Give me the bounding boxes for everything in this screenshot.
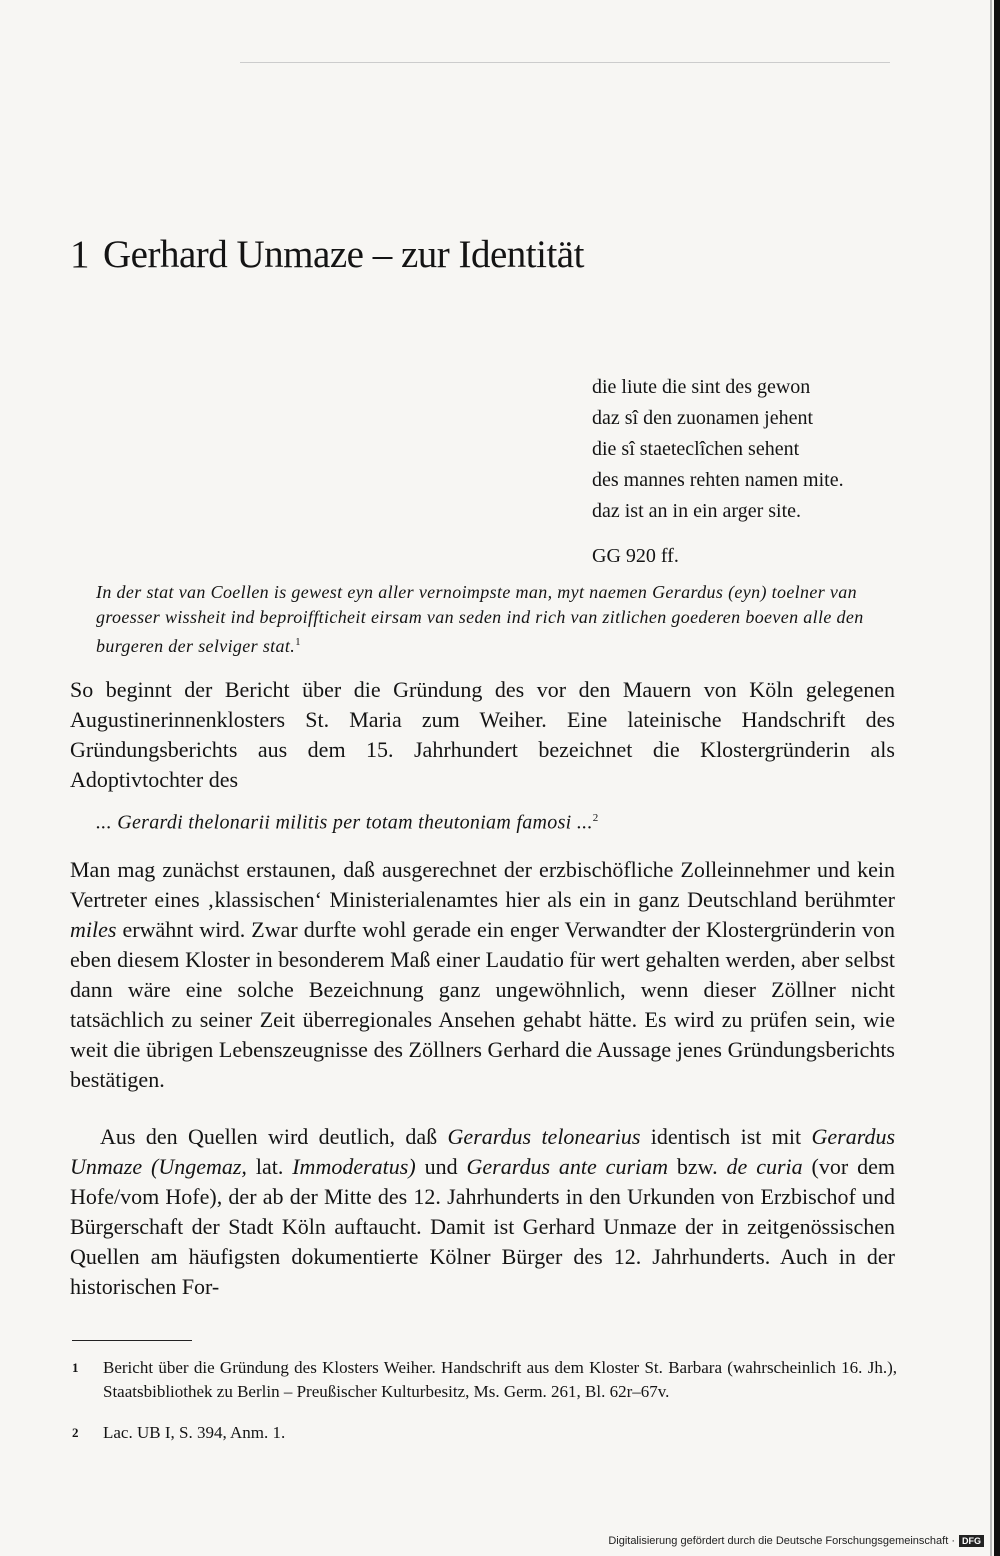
- text-run: und: [415, 1154, 467, 1179]
- block-quote: [96, 580, 882, 659]
- footnote: [72, 1421, 897, 1445]
- scan-edge-line: [990, 0, 992, 1556]
- italic-term: Gerardus Unmaze (Ungemaz,: [70, 1124, 896, 1179]
- footnote: [72, 1356, 897, 1404]
- text-run: identisch ist mit: [640, 1124, 812, 1149]
- chapter-heading: [70, 232, 584, 277]
- text-run: lat.: [246, 1154, 293, 1179]
- footnote-text: Lac. UB I, S. 394, Anm. 1.: [103, 1423, 286, 1442]
- digitization-footer: [608, 1535, 984, 1547]
- footnote-text: Bericht über die Gründung des Klosters Weiher. Handschrift aus dem Kloster St. Barbara (wahrscheinlich 16. Jh.), Staatsbibliothek zu Berlin – Preußischer Kulturbesitz, Ms. Germ. 261, Bl. 62r–67v.: [103, 1358, 897, 1401]
- text-run: erwähnt wird. Zwar durfte wohl gerade ein enger Verwandter der Klostergründerin von eben diesem Kloster in besonderem Maß einer Laudatio für wert gehalten werden, aber selbst dann wäre eine solche Bezeichnung ganz ungewöhnlich, wenn dieser Zöllner nicht tatsächlich zu seiner Zeit überregionales Ansehen gehabt hätte. Es wird zu prüfen sein, wie weit die übrigen Lebenszeugnisse des Zöllners Gerhard die Aussage jenes Gründungsberichts bestätigen.: [70, 917, 895, 1092]
- chapter-number: 1: [70, 233, 89, 276]
- footnote-ref[interactable]: 2: [592, 812, 599, 824]
- footnote-number: 1: [72, 1360, 79, 1375]
- scan-edge: [994, 0, 1000, 1556]
- italic-term: de curia: [726, 1154, 803, 1179]
- poem-line: die sî staeteclîchen sehent: [592, 438, 800, 460]
- latin-quote: [96, 805, 599, 836]
- text-run: Man mag zunächst erstaunen, daß ausgerechnet der erzbischöfliche Zolleinnehmer und kein Vertreter eines ‚klassischen‘ Ministerialenamtes hier als ein in ganz Deutschland berühmter: [70, 857, 895, 912]
- poem-line: die liute die sint des gewon: [592, 376, 811, 398]
- footnote-ref[interactable]: 1: [295, 636, 301, 648]
- italic-term: Gerardus telonearius: [447, 1124, 641, 1149]
- scan-artifact-line: [240, 62, 890, 63]
- poem-line: daz ist an in ein arger site.: [592, 500, 802, 522]
- poem-line: daz sî den zuonamen jehent: [592, 407, 814, 429]
- paragraph: So beginnt der Bericht über die Gründung des vor den Mauern von Köln gelegenen Augustinerinnenklosters St. Maria zum Weiher. Eine lateinische Handschrift des Gründungsberichts aus dem 15. Jahrhundert bezeichnet die Klostergründerin als Adoptivtochter des: [70, 677, 895, 792]
- text-run: Aus den Quellen wird deutlich, daß: [100, 1124, 448, 1149]
- text-run: (vor dem Hofe/vom Hofe), der ab der Mitte des 12. Jahrhunderts in den Urkunden von Erzbischof und Bürgerschaft der Stadt Köln auftaucht. Damit ist Gerhard Unmaze der in zeitgenössischen Quellen am häufigsten dokumentierte Kölner Bürger des 12. Jahrhunderts. Auch in der historischen For-: [70, 1154, 895, 1299]
- paragraph: [70, 1122, 895, 1302]
- poem-line: des mannes rehten namen mite.: [592, 469, 844, 491]
- epigraph-poem: [592, 372, 844, 572]
- text-run: bzw.: [668, 1154, 727, 1179]
- quote-text: In der stat van Coellen is gewest eyn aller vernoimpste man, myt naemen Gerardus (eyn) toelner van groesser wissheit ind beproiffticheit eirsam van seden ind rich van zitlichen goederen boeven alle den burgeren der selviger stat.: [96, 582, 864, 656]
- footnote-number: 2: [72, 1425, 79, 1440]
- poem-source: GG 920 ff.: [592, 545, 679, 567]
- italic-term: Gerardus ante curiam: [466, 1154, 669, 1179]
- footer-text: Digitalisierung gefördert durch die Deutsche Forschungsgemeinschaft ·: [608, 1535, 955, 1547]
- chapter-title: Gerhard Unmaze – zur Identität: [103, 233, 584, 276]
- italic-term: miles: [70, 917, 117, 942]
- paragraph: [70, 855, 895, 1095]
- italic-term: Immoderatus): [292, 1154, 416, 1179]
- footnote-divider: [72, 1340, 192, 1341]
- latin-quote-text: ... Gerardi thelonarii militis per totam theutoniam famosi ...: [96, 811, 593, 834]
- dfg-logo: DFG: [959, 1535, 984, 1547]
